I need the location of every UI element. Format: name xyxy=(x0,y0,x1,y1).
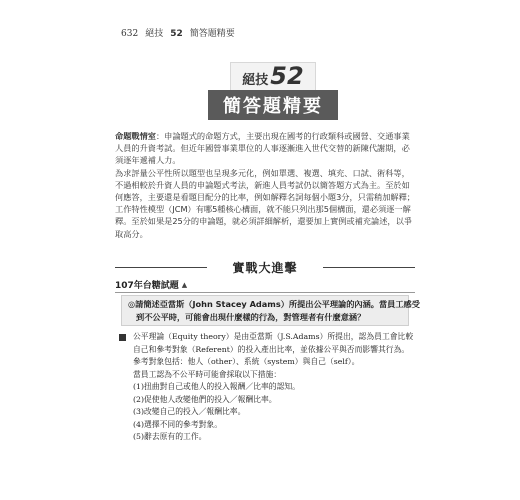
section-rule-right xyxy=(323,267,415,268)
question-line-2: 到不公平時，可能會出現什麼樣的行為，對管理者有什麼意涵？ xyxy=(136,311,366,322)
header-skill-number: 52 xyxy=(170,29,183,39)
section-header xyxy=(115,259,415,275)
answer-item: (3)改變自己的投入／報酬比率。 xyxy=(133,407,246,416)
page-number: 632 xyxy=(121,29,139,39)
answer-paragraph-2: 當員工認為不公平時可能會採取以下措施： xyxy=(133,369,282,379)
answer-paragraph-1: 公平理論（Equity theory）是由亞當斯（J.S.Adams）所提出，認為員工會比較自己和參考對象（Referent）的投入產出比率，並依據公平與否而影響其行為。參考對象包括：他人（other）、系統（system）與自己（self）。 xyxy=(133,332,414,366)
answer-square-icon xyxy=(119,334,126,341)
header-skill-prefix: 絕技 xyxy=(145,29,164,39)
running-header xyxy=(121,26,235,39)
question-line-1: ◎請簡述亞當斯（John Stacey Adams）所提出公平理論的內涵。當員工感受 xyxy=(128,299,420,309)
header-chapter-title: 簡答題精要 xyxy=(189,29,235,39)
intro-block xyxy=(115,130,415,240)
banner-number: 52 xyxy=(270,62,304,90)
section-rule-left xyxy=(115,267,207,268)
exam-tag-label: 107年台糖試題 xyxy=(115,281,179,291)
answer-item: (2)促使他人改變他們的投入／報酬比率。 xyxy=(133,394,277,404)
chapter-banner xyxy=(208,62,338,124)
section-title: 實戰大進擊 xyxy=(232,261,298,275)
banner-prefix: 絕技 xyxy=(242,73,269,88)
triangle-icon: ▲ xyxy=(181,280,188,289)
intro-lead: 命題戰情室 xyxy=(115,131,156,141)
answer-item: (4)選擇不同的參考對象。 xyxy=(133,419,223,429)
banner-tab xyxy=(230,62,316,90)
exam-tag-divider xyxy=(115,292,415,293)
question-box xyxy=(121,295,420,326)
intro-paragraph-2: 為求評量公平性所以題型也呈現多元化，例如單選、複選、填充、口試、術科等，不過相較於升資人員的申論題式考法，新進人員考試仍以簡答題方式為主。至於如何應答，主要還是看題目配分的比率，例如解釋名詞每個小題3分，只需稍加解釋；工作特性模型（JCM）有哪5種核心構面，就不能只列出那5個構面，還必須逐一解釋。至於如果是25分的申論題，就必須詳細解析，還要加上實例或補充論述，以爭取高分。 xyxy=(115,167,415,239)
intro-paragraph-1 xyxy=(115,130,415,167)
answer-item: (5)辭去原有的工作。 xyxy=(133,432,207,441)
answer-item: (1)扭曲對自己或他人的投入報酬／比率的認知。 xyxy=(133,382,300,391)
banner-title: 簡答題精要 xyxy=(208,90,338,120)
exam-tag xyxy=(115,278,187,291)
answer-block xyxy=(125,331,415,444)
intro-paragraph-1-text: ：申論題式的命題方式，主要出現在國考的行政類科或國營、交通事業人員的升資考試。但近年國營事業單位的人事逐漸進入世代交替的新陳代謝期，必須逐年遞補人力。 xyxy=(115,131,410,166)
